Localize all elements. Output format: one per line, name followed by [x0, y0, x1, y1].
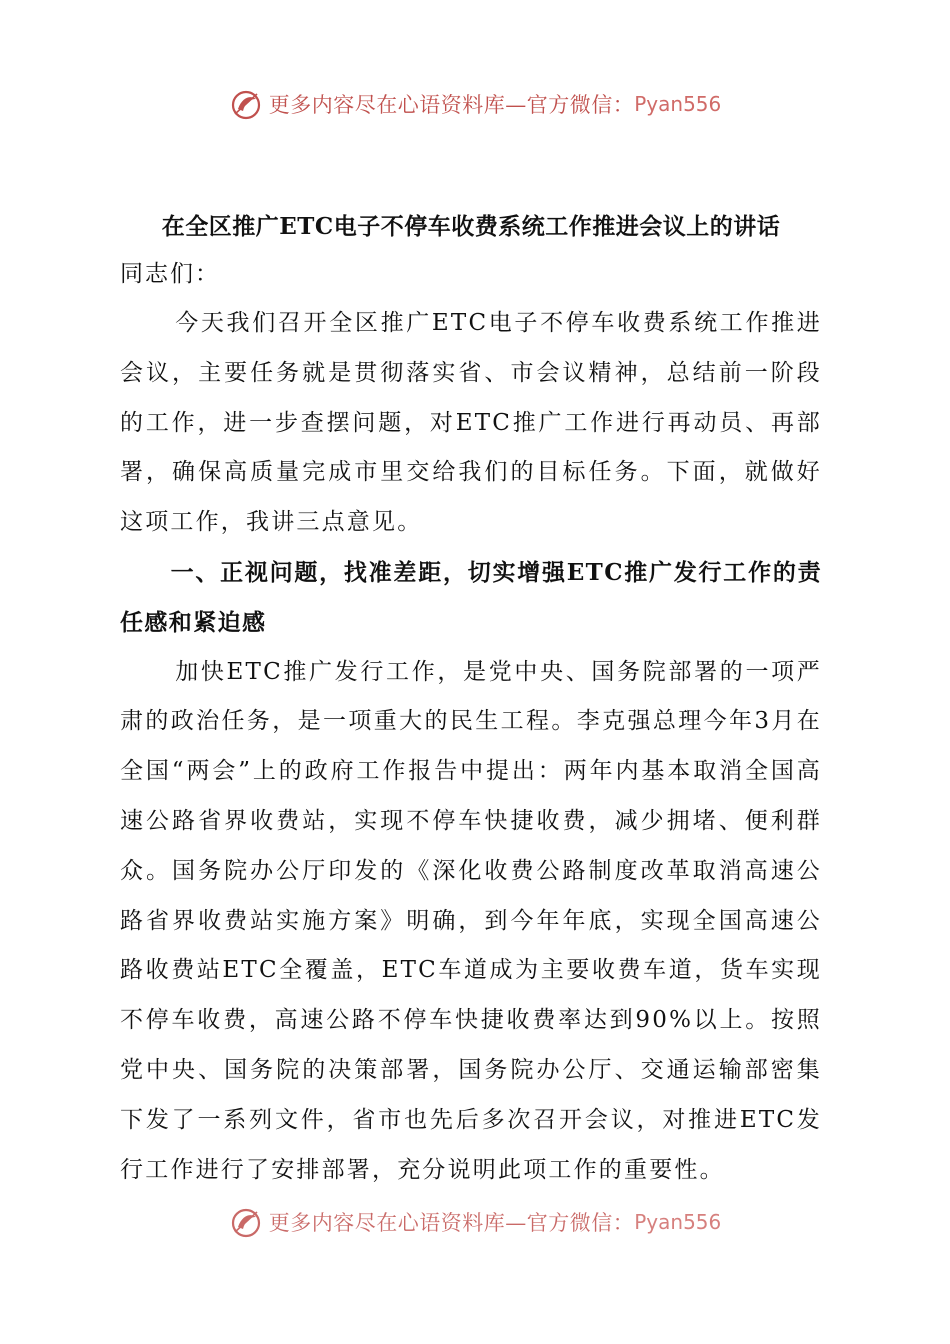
- watermark-header: [0, 84, 950, 124]
- document-body: [120, 205, 822, 1195]
- brand-logo-icon: [229, 1205, 263, 1239]
- watermark-text: 更多内容尽在心语资料库—官方微信：: [268, 93, 635, 117]
- paragraph: 加快ETC推广发行工作，是党中央、国务院部署的一项严肃的政治任务，是一项重大的民生工程。李克强总理今年3月在全国“两会”上的政府工作报告中提出：两年内基本取消全国高速公路省界收费站，实现不停车快捷收费，减少拥堵、便利群众。国务院办公厅印发的《深化收费公路制度改革取消高速公路省界收费站实施方案》明确，到今年年底，实现全国高速公路收费站ETC全覆盖，ETC车道成为主要收费车道，货车实现不停车收费，高速公路不停车快捷收费率达到90%以上。按照党中央、国务院的决策部署，国务院办公厅、交通运输部密集下发了一系列文件，省市也先后多次召开会议，对推进ETC发行工作进行了安排部署，充分说明此项工作的重要性。: [120, 658, 822, 1183]
- paragraph: 今天我们召开全区推广ETC电子不停车收费系统工作推进会议，主要任务就是贯彻落实省、市会议精神，总结前一阶段的工作，进一步查摆问题，对ETC推广工作进行再动员、再部署，确保高质量完成市里交给我们的目标任务。下面，就做好这项工作，我讲三点意见。: [120, 310, 822, 536]
- watermark-id: Pyan556: [634, 1210, 722, 1234]
- section-heading: 一、正视问题，找准差距，切实增强ETC推广发行工作的责任感和紧迫感: [120, 558, 822, 636]
- brand-logo-icon: [229, 87, 263, 121]
- salutation: 同志们：: [120, 261, 220, 287]
- watermark-text: 更多内容尽在心语资料库—官方微信：: [268, 1211, 635, 1235]
- watermark-id: Pyan556: [634, 92, 722, 116]
- document-title: 在全区推广ETC电子不停车收费系统工作推进会议上的讲话: [161, 213, 781, 240]
- watermark-footer: [0, 1202, 950, 1242]
